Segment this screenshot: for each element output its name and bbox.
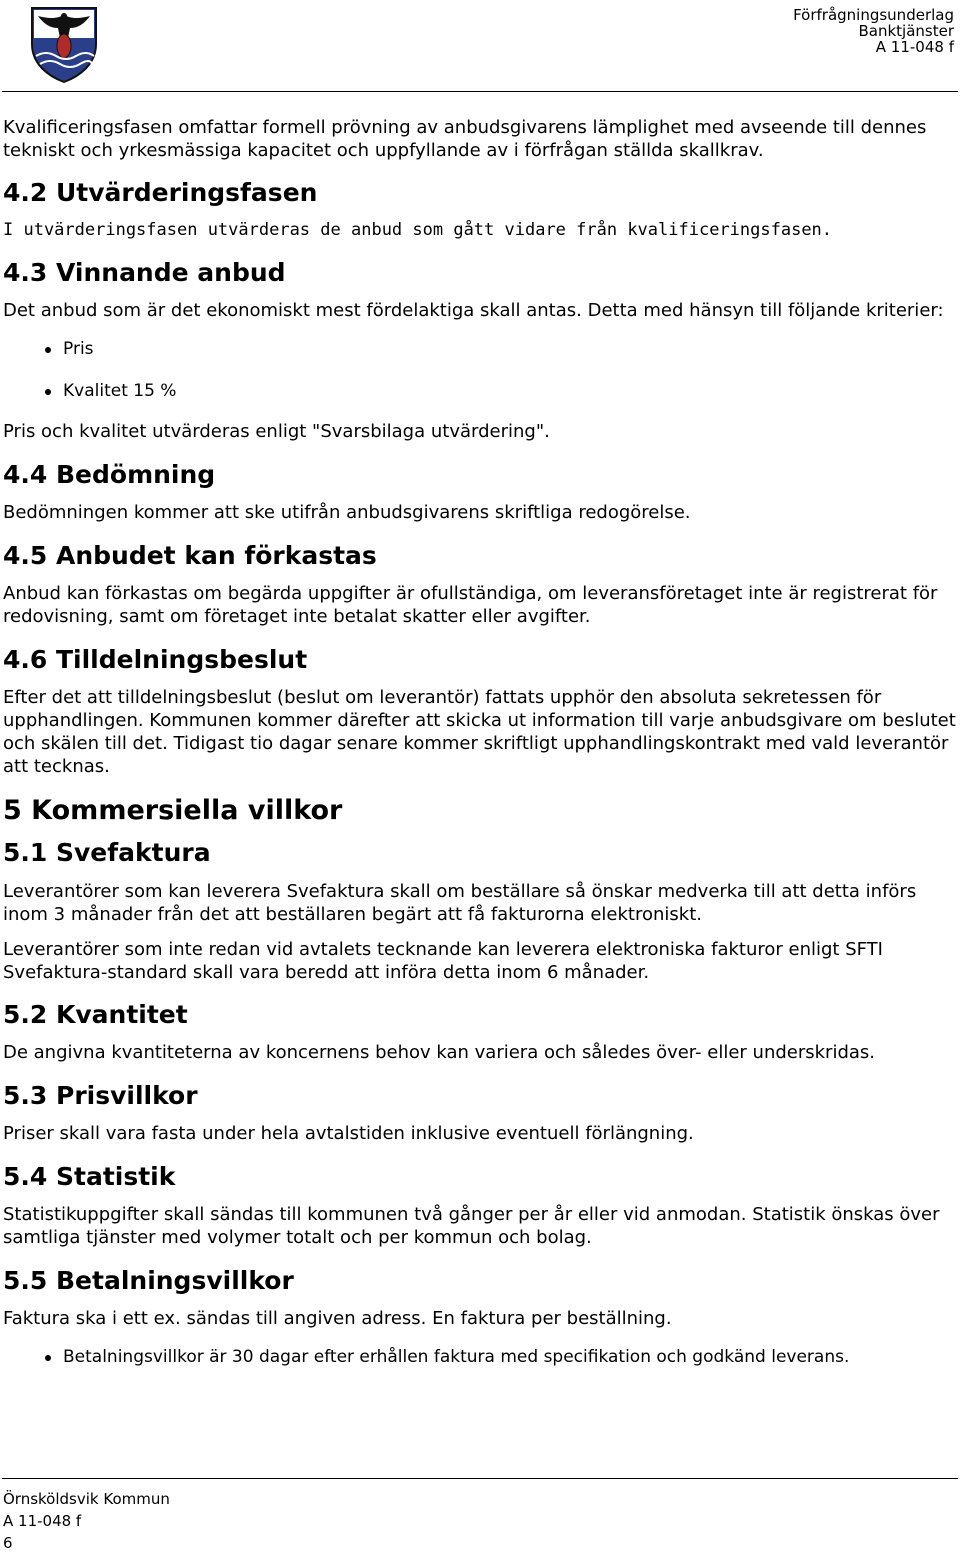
section-paragraph: De angivna kvantiteterna av koncernens behov kan variera och således över- eller underskridas. — [3, 1042, 876, 1063]
payment-terms-list — [3, 1346, 957, 1368]
section-paragraph: Leverantörer som kan leverera Svefaktura skall om beställare så önskar medverka till att detta införs inom 3 månader från det att beställaren begärt att få fakturorna elektroniskt. — [3, 881, 917, 925]
criteria-list — [3, 338, 957, 402]
section-heading: 4.3 Vinnande anbud — [3, 258, 286, 287]
footer-page-number: 6 — [3, 1534, 13, 1552]
chapter-heading: 5 Kommersiella villkor — [3, 795, 343, 826]
document-body — [3, 116, 957, 1368]
list-item: Pris — [3, 338, 957, 360]
coat-of-arms-eagle-icon — [28, 4, 100, 84]
section-paragraph: Det anbud som är det ekonomiskt mest fördelaktiga skall antas. Detta med hänsyn till följande kriterier: — [3, 300, 944, 321]
intro-paragraph: Kvalificeringsfasen omfattar formell prövning av anbudsgivarens lämplighet med avseende till dennes tekniskt och yrkesmässiga kapacitet och uppfyllande av i förfrågan ställda skallkrav. — [3, 117, 927, 161]
section-heading: 5.5 Betalningsvillkor — [3, 1266, 294, 1295]
header-document-info — [793, 7, 954, 55]
section-heading: 5.2 Kvantitet — [3, 1000, 188, 1029]
page-header — [0, 0, 960, 92]
footer-organization: Örnsköldsvik Kommun — [3, 1490, 170, 1508]
section-paragraph: Faktura ska i ett ex. sändas till angiven adress. En faktura per beställning. — [3, 1308, 672, 1329]
section-paragraph: Leverantörer som inte redan vid avtalets tecknande kan leverera elektroniska fakturor enligt SFTI Svefaktura-standard skall vara beredd att införa detta inom 6 månader. — [3, 939, 883, 983]
section-heading: 4.2 Utvärderingsfasen — [3, 178, 318, 207]
page-footer — [0, 1478, 960, 1554]
section-heading: 5.4 Statistik — [3, 1162, 176, 1191]
section-heading: 4.5 Anbudet kan förkastas — [3, 541, 377, 570]
section-paragraph: Bedömningen kommer att ske utifrån anbudsgivarens skriftliga redogörelse. — [3, 502, 691, 523]
header-divider — [2, 91, 958, 92]
section-paragraph: I utvärderingsfasen utvärderas de anbud som gått vidare från kvalificeringsfasen. — [3, 220, 833, 240]
header-line: Förfrågningsunderlag — [793, 6, 954, 24]
section-heading: 5.1 Svefaktura — [3, 838, 211, 867]
section-heading: 4.4 Bedömning — [3, 460, 216, 489]
header-line: A 11-048 f — [875, 38, 954, 56]
section-paragraph: Anbud kan förkastas om begärda uppgifter är ofullständiga, om leveransföretaget inte är registrerat för redovisning, samt om företaget inte betalat skatter eller avgifter. — [3, 583, 938, 627]
footer-document-id: A 11-048 f — [3, 1512, 82, 1530]
section-paragraph: Statistikuppgifter skall sändas till kommunen två gånger per år eller vid anmodan. Statistik önskas över samtliga tjänster med volymer totalt och per kommun och bolag. — [3, 1204, 940, 1248]
section-paragraph: Pris och kvalitet utvärderas enligt "Svarsbilaga utvärdering". — [3, 421, 550, 442]
list-item: Kvalitet 15 % — [3, 380, 957, 402]
section-paragraph: Efter det att tilldelningsbeslut (beslut om leverantör) fattats upphör den absoluta sekretessen för upphandlingen. Kommunen kommer därefter att skicka ut information till varje anbudsgivare om beslutet och skälen till det. Tidigast tio dagar senare kommer skriftligt upphandlingskontrakt med vald leverantör att tecknas. — [3, 687, 956, 777]
section-heading: 5.3 Prisvillkor — [3, 1081, 198, 1110]
header-line: Banktjänster — [858, 22, 954, 40]
section-paragraph: Priser skall vara fasta under hela avtalstiden inklusive eventuell förlängning. — [3, 1123, 694, 1144]
list-item: Betalningsvillkor är 30 dagar efter erhållen faktura med specifikation och godkänd leverans. — [3, 1346, 957, 1368]
section-heading: 4.6 Tilldelningsbeslut — [3, 645, 308, 674]
